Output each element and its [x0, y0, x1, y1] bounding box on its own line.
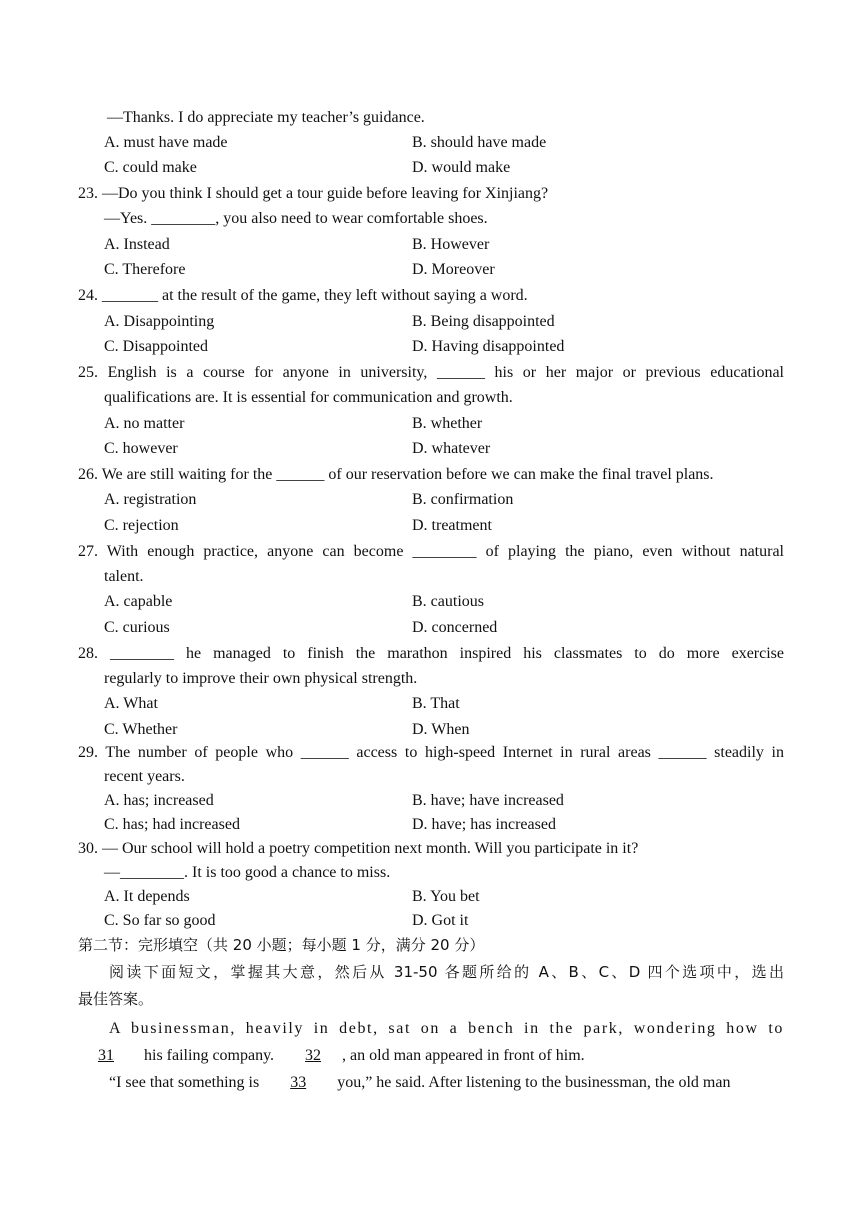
passage-line1: A businessman, heavily in debt, sat on a bench in the park, wondering how to — [109, 1020, 784, 1037]
q22-option-d: D. would make — [412, 159, 511, 176]
q28-stem-line2: regularly to improve their own physical strength. — [104, 670, 418, 687]
q28-stem-line1: 28. ________ he managed to finish the marathon inspired his classmates to do more exercise — [78, 645, 784, 662]
q29-option-a: A. has; increased — [104, 792, 214, 809]
q22-option-a: A. must have made — [104, 134, 228, 151]
q25-option-c: C. however — [104, 440, 178, 457]
section2-instructions-line2: 最佳答案。 — [78, 990, 154, 1008]
q26-option-a: A. registration — [104, 491, 197, 508]
passage-line3-text-a: “I see that something is — [109, 1074, 260, 1091]
q28-option-c: C. Whether — [104, 721, 178, 738]
q23-reply: —Yes. ________, you also need to wear comfortable shoes. — [104, 210, 488, 227]
q30-option-a: A. It depends — [104, 888, 190, 905]
passage-line2-text-a: his failing company. — [144, 1047, 275, 1064]
q26-option-d: D. treatment — [412, 517, 492, 534]
q30-reply: —________. It is too good a chance to miss. — [104, 864, 391, 881]
q30-option-d: D. Got it — [412, 912, 469, 929]
q28-option-a: A. What — [104, 695, 158, 712]
blank-33: 33 — [290, 1074, 307, 1091]
section2-instructions-line1: 阅读下面短文，掌握其大意，然后从 31-50 各题所给的 A、B、C、D 四个选项中，选出 — [109, 963, 784, 981]
passage-line2 — [78, 1046, 585, 1066]
q27-option-b: B. cautious — [412, 593, 484, 610]
q23-option-b: B. However — [412, 236, 490, 253]
q27-option-d: D. concerned — [412, 619, 498, 636]
q24-option-c: C. Disappointed — [104, 338, 208, 355]
q22-reply: —Thanks. I do appreciate my teacher’s guidance. — [107, 109, 425, 126]
passage-line3-text-b: you,” he said. After listening to the businessman, the old man — [337, 1074, 731, 1091]
q29-option-b: B. have; have increased — [412, 792, 564, 809]
q26-stem: 26. We are still waiting for the ______ of our reservation before we can make the final travel plans. — [78, 466, 714, 483]
q29-option-c: C. has; had increased — [104, 816, 240, 833]
q26-option-b: B. confirmation — [412, 491, 514, 508]
q22-option-c: C. could make — [104, 159, 197, 176]
q23-option-d: D. Moreover — [412, 261, 495, 278]
q25-stem-line2: qualifications are. It is essential for communication and growth. — [104, 389, 513, 406]
q25-option-d: D. whatever — [412, 440, 491, 457]
q25-stem-line1: 25. English is a course for anyone in university, ______ his or her major or previous educational — [78, 364, 784, 381]
q26-option-c: C. rejection — [104, 517, 179, 534]
section2-heading: 第二节：完形填空（共 20 小题；每小题 1 分，满分 20 分） — [78, 936, 485, 954]
q24-option-a: A. Disappointing — [104, 313, 215, 330]
q24-option-d: D. Having disappointed — [412, 338, 565, 355]
q25-option-a: A. no matter — [104, 415, 185, 432]
q27-stem-line1: 27. With enough practice, anyone can become ________ of playing the piano, even without natural — [78, 543, 784, 560]
q28-option-d: D. When — [412, 721, 470, 738]
q29-stem-line1: 29. The number of people who ______ access to high-speed Internet in rural areas ______ steadily in — [78, 744, 784, 761]
q25-option-b: B. whether — [412, 415, 483, 432]
q23-option-a: A. Instead — [104, 236, 170, 253]
q27-option-c: C. curious — [104, 619, 170, 636]
passage-line3 — [109, 1073, 730, 1093]
q29-stem-line2: recent years. — [104, 768, 185, 785]
q29-option-d: D. have; has increased — [412, 816, 556, 833]
q30-stem: 30. — Our school will hold a poetry competition next month. Will you participate in it? — [78, 840, 639, 857]
q24-stem: 24. _______ at the result of the game, they left without saying a word. — [78, 287, 528, 304]
q27-option-a: A. capable — [104, 593, 173, 610]
blank-31: 31 — [98, 1047, 114, 1064]
q30-option-c: C. So far so good — [104, 912, 216, 929]
q23-option-c: C. Therefore — [104, 261, 186, 278]
q28-option-b: B. That — [412, 695, 460, 712]
q24-option-b: B. Being disappointed — [412, 313, 555, 330]
q22-option-b: B. should have made — [412, 134, 547, 151]
blank-32: 32 — [305, 1047, 322, 1064]
q23-stem: 23. —Do you think I should get a tour guide before leaving for Xinjiang? — [78, 185, 549, 202]
passage-line2-text-b: , an old man appeared in front of him. — [342, 1047, 585, 1064]
q30-option-b: B. You bet — [412, 888, 480, 905]
q27-stem-line2: talent. — [104, 568, 144, 585]
